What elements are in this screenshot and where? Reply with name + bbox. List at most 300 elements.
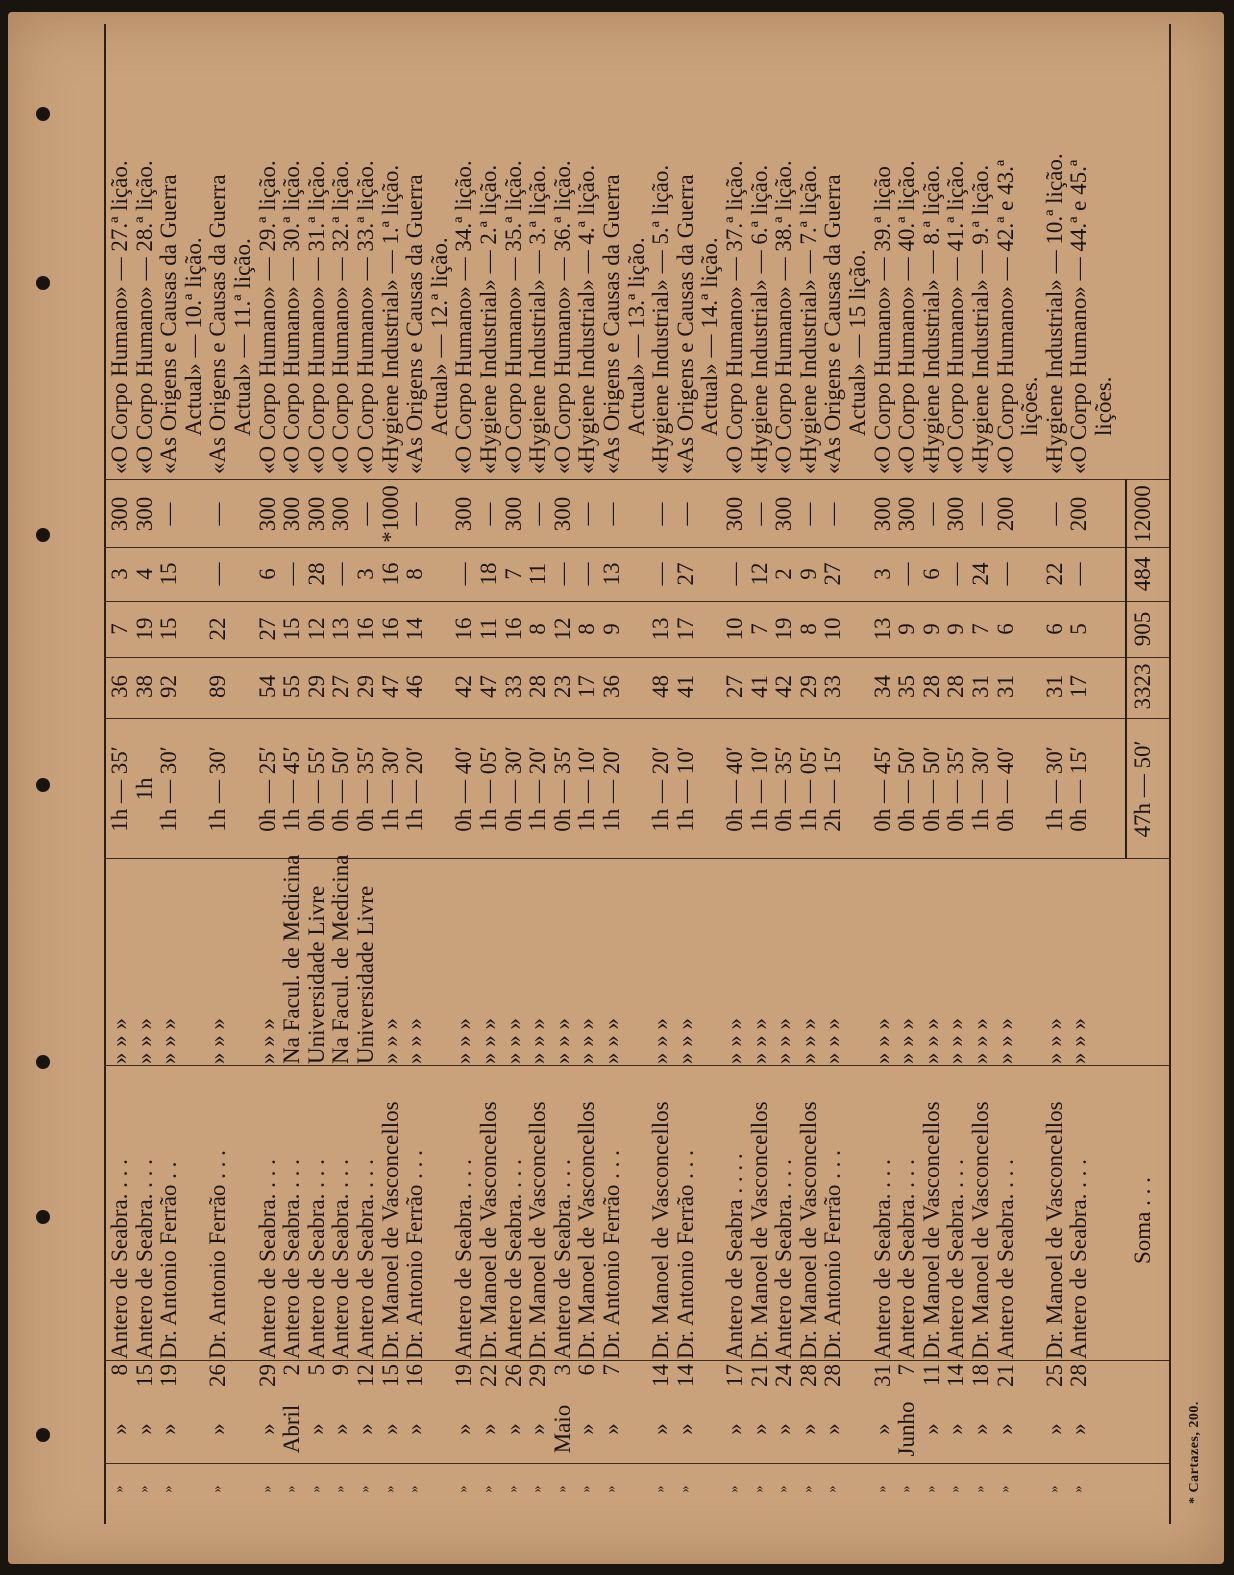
lecturer-cell: Antero de Seabra. . . . [451,1159,477,1359]
col-b-cell: 7 [107,623,132,635]
topic-line: «O Corpo Humano» — 30.ª lição. [279,160,305,474]
col-b-cell: 16 [377,617,403,641]
col-c-cell: 6 [918,568,944,580]
duration-cell: 1h — 30′ [205,746,231,832]
col-c-cell: — [1066,562,1092,586]
day-cell: 16 [402,1364,428,1387]
col-c-cell: — [894,562,920,586]
ditto-mark: » [112,1485,127,1493]
col-b-cell: 9 [918,623,944,635]
place-cell: » » » [107,1018,132,1064]
duration-cell: 1h — 10′ [746,746,772,832]
day-cell: 25 [1041,1364,1067,1387]
totals-duration: 47h — 50′ [1129,740,1155,838]
day-cell: 29 [254,1364,280,1387]
topic-line: «Hygiene Industrial» — 8.ª lição. [918,164,944,474]
col-b-cell: 22 [205,617,231,641]
month-cell: » [451,1423,477,1435]
lecturer-cell: Antero de Seabra . . . . [722,1153,747,1359]
lecturer-cell: Antero de Seabra. . . . [303,1159,329,1359]
day-cell: 14 [943,1364,969,1387]
day-cell: 6 [574,1364,600,1376]
lecturer-cell: Antero de Seabra. . . . [943,1159,969,1359]
day-cell: 11 [918,1364,944,1387]
col-c-cell: 24 [968,562,993,586]
duration-cell: 0h — 55′ [303,746,329,832]
month-cell: » [402,1423,428,1435]
col-c-cell: 13 [599,562,624,586]
col-a-cell: 36 [599,675,624,698]
lecturer-cell: Dr. Antonio Ferrão . . . [599,1150,624,1359]
col-a-cell: 27 [328,675,354,698]
col-d-cell: 300 [771,496,797,532]
topic-line: «O Corpo Humano» — 28.ª lição. [131,160,157,474]
ditto-mark: » [677,1485,693,1493]
ditto-mark: » [358,1485,373,1493]
col-d-cell: 300 [722,496,747,532]
place-cell: » » » [746,1018,772,1064]
day-cell: 7 [599,1364,624,1376]
lecturer-cell: Antero de Seabra. . . . [500,1159,526,1359]
col-d-cell: — [402,502,428,526]
duration-cell: 0h — 35′ [353,746,378,832]
ditto-mark: » [530,1485,546,1493]
totals-rule [1125,479,1127,859]
col-d-cell: — [353,502,378,526]
col-b-cell: 11 [476,617,501,641]
col-d-cell: 300 [279,496,305,532]
month-cell: Maio [549,1404,575,1454]
duration-cell: 0h — 35′ [549,746,575,832]
topic-line: «O Corpo Humano» — 33.ª lição. [353,160,378,474]
place-cell: » » » [820,1018,846,1064]
topic-line: «As Origens e Causas da Guerra [820,174,846,474]
month-cell: » [525,1423,551,1435]
ditto-mark: » [333,1485,349,1493]
col-b-cell: 16 [451,617,477,641]
lecturer-cell: Dr. Manoel de Vasconcellos [918,1101,944,1359]
ditto-mark: » [505,1485,521,1493]
col-b-cell: 15 [279,617,305,641]
table-top-rule [104,24,106,1524]
topic-line: «O Corpo Humano» — 31.ª lição. [303,160,329,474]
col-b-cell: 9 [943,623,969,635]
col-c-cell: 4 [131,568,157,580]
month-cell: » [722,1423,747,1435]
col-d-cell: 300 [107,496,132,532]
place-cell: » » » [943,1018,969,1064]
month-cell: » [500,1423,526,1435]
col-d-cell: 300 [451,496,477,532]
duration-cell: 0h — 45′ [869,746,895,832]
col-c-cell: — [279,562,305,586]
lecturer-cell: Antero de Seabra. . . . [894,1159,920,1359]
duration-cell: 0h — 30′ [500,746,526,832]
ditto-mark: » [825,1485,841,1493]
column-rule [104,547,1169,548]
column-rule [104,1463,1169,1464]
col-b-cell: 12 [549,617,575,641]
place-cell: » » » [992,1018,1018,1064]
day-cell: 18 [968,1364,993,1387]
day-cell: 19 [156,1364,182,1387]
col-a-cell: 33 [820,675,846,698]
col-b-cell: 7 [968,623,993,635]
topic-line: «Hygiene Industrial» — 4.ª lição. [574,164,600,474]
col-d-cell: 300 [894,496,920,532]
col-b-cell: 13 [648,617,674,641]
topic-line: «As Origens e Causas da Guerra [599,174,624,474]
day-cell: 3 [549,1364,575,1376]
topic-line: «O Corpo Humano» — 36.ª lição. [549,160,575,474]
totals-col-d: 12000 [1129,485,1155,543]
rotated-table [8,12,1224,1564]
month-cell: » [1066,1423,1092,1435]
topic-line: «As Origens e Causas da Guerra [672,174,698,474]
col-d-cell: — [672,502,698,526]
duration-cell: 0h — 50′ [894,746,920,832]
col-d-cell: — [968,502,993,526]
month-cell: » [943,1423,969,1435]
duration-cell: 1h — 45′ [279,746,305,832]
place-cell: » » » [672,1018,698,1064]
col-a-cell: 36 [107,675,132,698]
topic-line: «O Corpo Humano» — 29.ª lição. [254,160,280,474]
place-cell: » » » [722,1018,747,1064]
ditto-mark: » [579,1485,595,1493]
topic-line: «O Corpo Humano» — 35.ª lição. [500,160,526,474]
document-page [8,12,1224,1564]
duration-cell: 1h — 05′ [476,746,501,832]
place-cell: » » » [549,1018,575,1064]
month-cell: » [648,1423,674,1435]
month-cell: » [353,1423,378,1435]
col-d-cell: 300 [500,496,526,532]
col-a-cell: 31 [968,675,993,698]
ditto-mark: » [210,1485,226,1493]
lecturer-cell: Antero de Seabra. . . . [107,1159,132,1359]
col-d-cell: — [476,502,501,526]
lecturer-cell: Dr. Antonio Ferrão . . [156,1161,182,1359]
col-a-cell: 47 [476,675,501,698]
col-c-cell: — [574,562,600,586]
column-rule [104,718,1169,719]
col-c-cell: 28 [303,562,329,586]
month-cell: » [131,1423,157,1435]
col-d-cell: — [648,502,674,526]
lecturer-cell: Dr. Antonio Ferrão . . . [820,1150,846,1359]
col-a-cell: 17 [1066,675,1092,698]
col-d-cell: — [156,502,182,526]
place-cell: » » » [254,1018,280,1064]
col-d-cell: 200 [992,496,1018,532]
ditto-mark: » [751,1485,767,1493]
col-a-cell: 55 [279,675,305,698]
ditto-mark: » [308,1485,324,1493]
col-c-cell: 18 [476,562,501,586]
place-cell: » » » [648,1018,674,1064]
topic-line: «As Origens e Causas da Guerra [156,174,182,474]
col-a-cell: 29 [303,675,329,698]
day-cell: 26 [205,1364,231,1387]
topic-line: Actual» — 14.ª lição. [697,237,723,436]
col-d-cell: 300 [943,496,969,532]
ditto-mark: » [653,1485,669,1493]
lecturer-cell: Dr. Antonio Ferrão . . . [205,1150,231,1359]
col-d-cell: — [205,502,231,526]
topic-line: «Hygiene Industrial» — 2.ª lição. [476,164,501,474]
day-cell: 26 [500,1364,526,1387]
day-cell: 9 [328,1364,354,1376]
col-a-cell: 17 [574,675,600,698]
col-c-cell: — [648,562,674,586]
ditto-mark: » [1071,1485,1087,1493]
duration-cell: 0h — 25′ [254,746,280,832]
lecturer-cell: Dr. Manoel de Vasconcellos [746,1101,772,1359]
day-cell: 28 [1066,1364,1092,1387]
day-cell: 28 [820,1364,846,1387]
col-b-cell: 16 [500,617,526,641]
duration-cell: 0h — 40′ [722,746,747,832]
col-c-cell: 12 [746,562,772,586]
month-cell: » [918,1423,944,1435]
day-cell: 15 [377,1364,403,1387]
place-cell: » » » [205,1018,231,1064]
col-d-cell: — [795,502,821,526]
duration-cell: 1h — 30′ [968,746,993,832]
col-d-cell: 300 [328,496,354,532]
col-c-cell: 9 [795,568,821,580]
ditto-mark: » [456,1485,472,1493]
day-cell: 7 [894,1364,920,1376]
topic-line: «As Origens e Causas da Guerra [205,174,231,474]
col-a-cell: 47 [377,675,403,698]
duration-cell: 0h — 15′ [1066,746,1092,832]
col-b-cell: 13 [328,617,354,641]
lecturer-cell: Antero de Seabra. . . . [992,1159,1018,1359]
col-d-cell: — [746,502,772,526]
topic-line: «Hygiene Industrial» — 1.ª lição. [377,164,403,474]
lecturer-cell: Dr. Manoel de Vasconcellos [476,1101,501,1359]
month-cell: » [574,1423,600,1435]
topic-line: Actual» — 15 lição. [845,249,870,436]
place-cell: » » » [574,1018,600,1064]
col-c-cell: 27 [672,562,698,586]
col-b-cell: 6 [1041,623,1067,635]
col-b-cell: 19 [771,617,797,641]
col-b-cell: 14 [402,617,428,641]
col-b-cell: 8 [795,623,821,635]
col-b-cell: 15 [156,617,182,641]
column-rule [104,479,1169,480]
duration-cell: 1h — 30′ [1041,746,1067,832]
place-cell: » » » [771,1018,797,1064]
ditto-mark: » [284,1485,300,1493]
duration-cell: 1h [131,777,157,801]
month-cell: Junho [894,1401,920,1457]
totals-col-c: 484 [1129,556,1155,592]
place-cell: » » » [451,1018,477,1064]
col-a-cell: 35 [894,675,920,698]
col-b-cell: 13 [869,617,895,641]
col-b-cell: 10 [820,617,846,641]
lecturer-cell: Dr. Manoel de Vasconcellos [574,1101,600,1359]
duration-cell: 0h — 50′ [918,746,944,832]
topic-line: «Hygiene Industrial» — 5.ª lição. [648,164,674,474]
col-c-cell: 16 [377,562,403,586]
ditto-mark: » [997,1485,1013,1493]
place-cell: Na Facul. de Medicina [328,854,354,1064]
table-bottom-rule [1169,24,1171,1524]
col-b-cell: 8 [574,623,600,635]
month-cell: Abril [279,1404,305,1454]
topic-line: «O Corpo Humano» — 39.ª lição [869,166,895,474]
col-b-cell: 17 [672,617,698,641]
duration-cell: 1h — 10′ [672,746,698,832]
duration-cell: 2h — 15′ [820,746,846,832]
place-cell: » » » [918,1018,944,1064]
month-cell: » [377,1423,403,1435]
col-c-cell: 3 [107,568,132,580]
col-b-cell: 10 [722,617,747,641]
col-d-cell: 300 [869,496,895,532]
duration-cell: 1h — 30′ [377,746,403,832]
col-c-cell: 6 [254,568,280,580]
month-cell: » [205,1423,231,1435]
place-cell: » » » [1041,1018,1067,1064]
place-cell: Universidade Livre [303,885,329,1064]
topic-line: «O Corpo Humano» — 42.ª e 43.ª [992,159,1018,474]
place-cell: » » » [377,1018,403,1064]
col-c-cell: 2 [771,568,797,580]
lecturer-cell: Dr. Antonio Ferrão . . . [672,1150,698,1359]
lecturer-cell: Antero de Seabra. . . . [131,1159,157,1359]
col-b-cell: 9 [599,623,624,635]
col-c-cell: 15 [156,562,182,586]
lecturer-cell: Dr. Manoel de Vasconcellos [525,1101,551,1359]
ditto-mark: » [604,1485,619,1493]
column-rule [104,601,1169,602]
col-b-cell: 19 [131,617,157,641]
topic-line: Actual» — 10.ª lição. [180,237,206,436]
ditto-mark: » [948,1485,964,1493]
col-a-cell: 42 [451,675,477,698]
duration-cell: 1h — 20′ [525,746,551,832]
col-c-cell: — [205,562,231,586]
lecturer-cell: Antero de Seabra. . . . [328,1159,354,1359]
month-cell: » [599,1423,624,1435]
col-a-cell: 41 [746,675,772,698]
duration-cell: 1h — 20′ [402,746,428,832]
day-cell: 2 [279,1364,305,1376]
col-c-cell: 22 [1041,562,1067,586]
day-cell: 24 [771,1364,797,1387]
lecturer-cell: Antero de Seabra. . . . [254,1159,280,1359]
col-a-cell: 31 [1041,675,1067,698]
col-c-cell: — [943,562,969,586]
lecturer-cell: Dr. Manoel de Vasconcellos [795,1101,821,1359]
col-a-cell: 28 [525,675,551,698]
day-cell: 21 [992,1364,1018,1387]
day-cell: 14 [648,1364,674,1387]
ditto-mark: » [259,1485,275,1493]
topic-line: «O Corpo Humano» — 32.ª lição. [328,160,354,474]
col-d-cell: — [820,502,846,526]
month-cell: » [672,1423,698,1435]
topic-line: «Hygiene Industrial» — 7.ª lição. [795,164,821,474]
col-b-cell: 9 [894,623,920,635]
day-cell: 17 [722,1364,747,1387]
place-cell: » » » [476,1018,501,1064]
topic-line: «O Corpo Humano» — 34.ª lição. [451,160,477,474]
ditto-mark: » [481,1485,496,1493]
duration-cell: 0h — 35′ [771,746,797,832]
col-d-cell: — [574,502,600,526]
col-c-cell: 3 [869,568,895,580]
ditto-mark: » [382,1485,398,1493]
day-cell: 29 [525,1364,551,1387]
month-cell: » [156,1423,182,1435]
col-c-cell: 8 [402,568,428,580]
col-a-cell: 41 [672,675,698,698]
column-rule [104,1065,1169,1066]
col-a-cell: 92 [156,675,182,698]
place-cell: » » » [894,1018,920,1064]
topic-line: lições. [1091,376,1116,436]
col-a-cell: 29 [353,675,378,698]
ditto-mark: » [973,1485,988,1493]
month-cell: » [476,1423,501,1435]
col-d-cell: — [525,502,551,526]
col-c-cell: — [451,562,477,586]
col-d-cell: — [918,502,944,526]
lecturer-cell: Dr. Antonio Ferrão . . . [402,1150,428,1359]
col-c-cell: — [992,562,1018,586]
ditto-mark: » [899,1485,915,1493]
col-c-cell: 11 [525,562,551,586]
topic-line: Actual» — 12.ª lição. [426,237,452,436]
ditto-mark: » [554,1485,570,1493]
place-cell: » » » [599,1018,624,1064]
col-b-cell: 12 [303,617,329,641]
col-a-cell: 48 [648,675,674,698]
col-d-cell: 300 [254,496,280,532]
totals-col-b: 905 [1129,611,1155,647]
lecturer-cell: Dr. Manoel de Vasconcellos [1041,1101,1067,1359]
ditto-mark: » [923,1485,939,1493]
col-a-cell: 27 [722,675,747,698]
col-d-cell: *1000 [377,485,403,543]
totals-col-a: 3323 [1129,663,1155,710]
col-d-cell: 300 [549,496,575,532]
day-cell: 12 [353,1364,378,1387]
day-cell: 14 [672,1364,698,1387]
topic-line: «O Corpo Humano» — 38.ª lição. [771,160,797,474]
place-cell: » » » [968,1018,993,1064]
month-cell: » [771,1423,797,1435]
day-cell: 22 [476,1364,501,1387]
col-c-cell: 27 [820,562,846,586]
duration-cell: 1h — 30′ [156,746,182,832]
month-cell: » [968,1423,993,1435]
lecturer-cell: Antero de Seabra. . . . [549,1159,575,1359]
topic-line: «O Corpo Humano» — 37.ª lição. [722,160,747,474]
lecturer-cell: Antero de Seabra. . . . [869,1159,895,1359]
ditto-mark: » [727,1485,742,1493]
col-c-cell: — [549,562,575,586]
col-a-cell: 34 [869,675,895,698]
col-a-cell: 28 [918,675,944,698]
